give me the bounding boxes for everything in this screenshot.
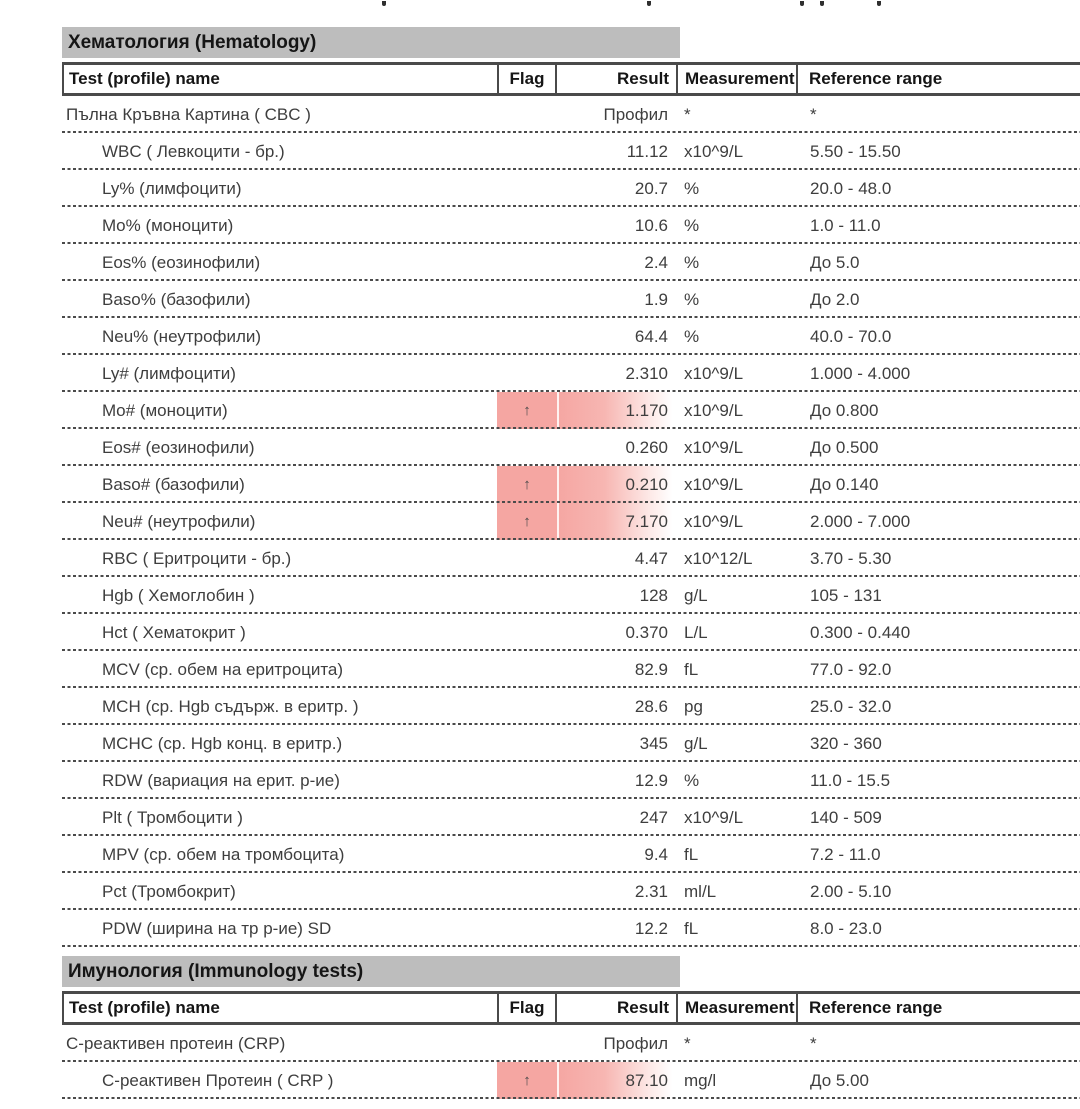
reference-range-cell: 8.0 - 23.0 <box>810 918 882 938</box>
reference-range-cell: 7.2 - 11.0 <box>810 844 881 864</box>
measurement-cell: fL <box>684 918 699 938</box>
flag-cell <box>497 392 557 429</box>
test-name-cell: С-реактивен Протеин ( CRP ) <box>102 1070 334 1090</box>
reference-range-cell: 11.0 - 15.5 <box>810 770 891 790</box>
measurement-cell: x10^9/L <box>684 141 744 161</box>
reference-range-cell: 40.0 - 70.0 <box>810 326 892 346</box>
flag-cell <box>497 651 557 688</box>
test-name-cell: RBC ( Еритроцити - бр.) <box>102 548 292 568</box>
test-name-cell: Hct ( Хематокрит ) <box>102 622 246 642</box>
table-row <box>62 1025 1080 1062</box>
table-row <box>62 133 1080 170</box>
measurement-cell: mg/l <box>684 1070 717 1090</box>
result-cell: 87.10 <box>557 1062 676 1099</box>
flag-cell <box>497 1025 557 1062</box>
table-row <box>62 540 1080 577</box>
test-name-cell: Baso% (базофили) <box>102 289 251 309</box>
table-row <box>62 577 1080 614</box>
test-name-cell: RDW (вариация на ерит. р-ие) <box>102 770 340 790</box>
measurement-cell: x10^9/L <box>684 363 744 383</box>
column-header-reference: Reference range <box>809 69 943 88</box>
table-row <box>62 318 1080 355</box>
result-cell: 28.6 <box>634 696 668 716</box>
flag-cell <box>497 355 557 392</box>
result-cell: 20.7 <box>634 178 668 198</box>
test-name-cell: Пълна Кръвна Картина ( CBC ) <box>66 104 311 124</box>
result-cell: 2.31 <box>634 881 668 901</box>
reference-range-cell: 25.0 - 32.0 <box>810 696 892 716</box>
result-cell: 128 <box>639 585 668 605</box>
reference-range-cell: До 0.500 <box>810 437 879 457</box>
measurement-cell: % <box>684 289 700 309</box>
measurement-cell: ml/L <box>684 881 717 901</box>
lab-report <box>62 27 1080 1099</box>
test-name-cell: WBC ( Левкоцити - бр.) <box>102 141 285 161</box>
result-cell: 0.370 <box>625 622 668 642</box>
column-header-result: Result <box>617 69 669 88</box>
measurement-cell: fL <box>684 844 699 864</box>
flag-up-icon: ↑ <box>523 476 531 493</box>
table-row <box>62 170 1080 207</box>
table-row <box>62 244 1080 281</box>
result-cell: 2.310 <box>625 363 668 383</box>
test-name-cell: Mo# (моноцити) <box>102 400 228 420</box>
flag-up-icon: ↑ <box>523 402 531 419</box>
flag-up-icon: ↑ <box>523 1072 531 1089</box>
reference-range-cell: 2.00 - 5.10 <box>810 881 892 901</box>
measurement-cell: x10^12/L <box>684 548 753 568</box>
table-body <box>62 1025 1080 1099</box>
flag-cell <box>497 577 557 614</box>
flag-cell <box>497 1062 557 1099</box>
column-header-result: Result <box>617 998 669 1017</box>
reference-range-cell: 1.0 - 11.0 <box>810 215 881 235</box>
flag-cell <box>497 318 557 355</box>
measurement-cell: g/L <box>684 733 708 753</box>
measurement-cell: x10^9/L <box>684 474 744 494</box>
reference-range-cell: 105 - 131 <box>810 585 882 605</box>
flag-cell <box>497 688 557 725</box>
result-cell: Профил <box>603 104 668 124</box>
table-row <box>62 355 1080 392</box>
result-cell: 12.2 <box>634 918 668 938</box>
flag-cell <box>497 873 557 910</box>
result-cell: 12.9 <box>634 770 668 790</box>
flag-cell <box>497 170 557 207</box>
reference-range-cell: 5.50 - 15.50 <box>810 141 901 161</box>
measurement-cell: x10^9/L <box>684 437 744 457</box>
table-row <box>62 836 1080 873</box>
flag-up-icon: ↑ <box>523 513 531 530</box>
test-name-cell: Ly% (лимфоцити) <box>102 178 242 198</box>
test-name-cell: Neu% (неутрофили) <box>102 326 262 346</box>
test-name-cell: MCV (ср. обем на еритроцита) <box>102 659 344 679</box>
section-title: Хематология (Hematology) <box>62 27 680 58</box>
result-cell: 345 <box>639 733 668 753</box>
section-title: Имунология (Immunology tests) <box>62 956 680 987</box>
test-name-cell: Eos% (еозинофили) <box>102 252 261 272</box>
column-header-reference: Reference range <box>809 998 943 1017</box>
measurement-cell: x10^9/L <box>684 511 744 531</box>
measurement-cell: fL <box>684 659 699 679</box>
section-immunology <box>62 956 1080 1099</box>
flag-cell <box>497 503 557 540</box>
test-name-cell: MPV (ср. обем на тромбоцита) <box>102 844 345 864</box>
test-name-cell: Neu# (неутрофили) <box>102 511 256 531</box>
measurement-cell: % <box>684 326 700 346</box>
flag-cell <box>497 725 557 762</box>
flag-cell <box>497 762 557 799</box>
reference-range-cell: До 0.140 <box>810 474 879 494</box>
table-row <box>62 762 1080 799</box>
measurement-cell: % <box>684 770 700 790</box>
flag-cell <box>497 244 557 281</box>
flag-cell <box>497 281 557 318</box>
table-row <box>62 1062 1080 1099</box>
table-header <box>62 991 1080 1025</box>
flag-cell <box>497 799 557 836</box>
result-cell: 82.9 <box>634 659 668 679</box>
test-name-cell: Ly# (лимфоцити) <box>102 363 236 383</box>
table-row <box>62 466 1080 503</box>
reference-range-cell: 0.300 - 0.440 <box>810 622 911 642</box>
reference-range-cell: До 5.0 <box>810 252 860 272</box>
test-name-cell: Hgb ( Хемоглобин ) <box>102 585 255 605</box>
measurement-cell: % <box>684 178 700 198</box>
flag-cell <box>497 614 557 651</box>
section-hematology <box>62 27 1080 947</box>
test-name-cell: MCH (ср. Hgb съдърж. в еритр. ) <box>102 696 359 716</box>
reference-range-cell: До 5.00 <box>810 1070 869 1090</box>
result-cell: 0.260 <box>625 437 668 457</box>
reference-range-cell: 2.000 - 7.000 <box>810 511 911 531</box>
measurement-cell: % <box>684 215 700 235</box>
result-cell: 247 <box>639 807 668 827</box>
table-row <box>62 873 1080 910</box>
result-cell: 64.4 <box>634 326 668 346</box>
flag-cell <box>497 466 557 503</box>
table-row <box>62 651 1080 688</box>
result-cell: 1.9 <box>644 289 668 309</box>
test-name-cell: Pct (Тромбокрит) <box>102 881 236 901</box>
test-name-cell: Plt ( Тромбоцити ) <box>102 807 243 827</box>
test-name-cell: Baso# (базофили) <box>102 474 245 494</box>
test-name-cell: PDW (ширина на тр р-ие) SD <box>102 918 332 938</box>
result-cell: 4.47 <box>634 548 668 568</box>
test-name-cell: MCHC (ср. Hgb конц. в еритр.) <box>102 733 343 753</box>
measurement-cell: % <box>684 252 700 272</box>
table-row <box>62 207 1080 244</box>
result-cell: 10.6 <box>634 215 668 235</box>
table-row <box>62 96 1080 133</box>
result-cell: 2.4 <box>644 252 668 272</box>
reference-range-cell: 20.0 - 48.0 <box>810 178 892 198</box>
flag-cell <box>497 540 557 577</box>
table-row <box>62 429 1080 466</box>
table-body <box>62 96 1080 947</box>
cropped-text-remnant <box>0 0 1080 10</box>
test-name-cell: С-реактивен протеин (CRP) <box>66 1033 286 1053</box>
table-row <box>62 688 1080 725</box>
measurement-cell: x10^9/L <box>684 807 744 827</box>
test-name-cell: Eos# (еозинофили) <box>102 437 255 457</box>
test-name-cell: Mo% (моноцити) <box>102 215 234 235</box>
table-row <box>62 725 1080 762</box>
measurement-cell: * <box>684 1033 691 1053</box>
result-cell: 0.210 <box>557 466 676 503</box>
reference-range-cell: 320 - 360 <box>810 733 882 753</box>
reference-range-cell: * <box>810 1033 817 1053</box>
reference-range-cell: * <box>810 104 817 124</box>
flag-cell <box>497 910 557 947</box>
flag-cell <box>497 133 557 170</box>
reference-range-cell: 1.000 - 4.000 <box>810 363 911 383</box>
result-cell: Профил <box>603 1033 668 1053</box>
result-cell: 7.170 <box>557 503 676 540</box>
column-header-test-name: Test (profile) name <box>69 69 220 88</box>
column-header-flag: Flag <box>497 65 557 93</box>
column-header-test-name: Test (profile) name <box>69 998 220 1017</box>
flag-cell <box>497 207 557 244</box>
measurement-cell: g/L <box>684 585 708 605</box>
table-row <box>62 614 1080 651</box>
measurement-cell: L/L <box>684 622 708 642</box>
measurement-cell: x10^9/L <box>684 400 744 420</box>
column-header-measurement: Measurement <box>676 65 798 93</box>
table-row <box>62 910 1080 947</box>
result-cell: 9.4 <box>644 844 668 864</box>
reference-range-cell: До 0.800 <box>810 400 879 420</box>
reference-range-cell: До 2.0 <box>810 289 860 309</box>
table-header <box>62 62 1080 96</box>
table-row <box>62 503 1080 540</box>
column-header-measurement: Measurement <box>676 994 798 1022</box>
table-row <box>62 281 1080 318</box>
flag-cell <box>497 96 557 133</box>
table-row <box>62 799 1080 836</box>
flag-cell <box>497 836 557 873</box>
table-row <box>62 392 1080 429</box>
column-header-flag: Flag <box>497 994 557 1022</box>
result-cell: 11.12 <box>626 141 668 161</box>
measurement-cell: pg <box>684 696 703 716</box>
reference-range-cell: 140 - 509 <box>810 807 882 827</box>
reference-range-cell: 77.0 - 92.0 <box>810 659 892 679</box>
result-cell: 1.170 <box>557 392 676 429</box>
flag-cell <box>497 429 557 466</box>
measurement-cell: * <box>684 104 691 124</box>
reference-range-cell: 3.70 - 5.30 <box>810 548 892 568</box>
